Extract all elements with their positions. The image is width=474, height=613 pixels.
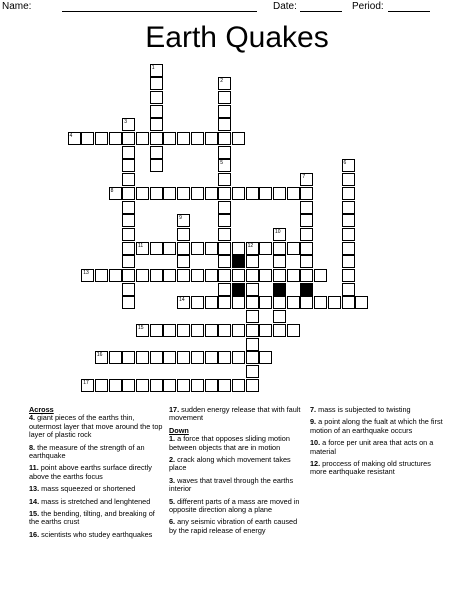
grid-cell[interactable] — [205, 351, 218, 364]
clue-item — [310, 439, 446, 456]
clue-text: crack along which movement takes place — [169, 455, 291, 473]
grid-cell[interactable] — [246, 379, 259, 392]
grid-cell[interactable] — [177, 269, 190, 282]
clue-item — [169, 518, 305, 535]
grid-cell[interactable] — [81, 269, 94, 282]
grid-cell[interactable] — [300, 269, 313, 282]
clue-text: a force per unit area that acts on a material — [310, 438, 434, 456]
clue-number: 10. — [310, 438, 321, 448]
grid-cell[interactable] — [136, 351, 149, 364]
grid-cell[interactable] — [205, 269, 218, 282]
grid-cell[interactable] — [163, 187, 176, 200]
clues-column-1 — [29, 406, 165, 543]
clue-text: different parts of a mass are moved in opposite direction along a plane — [169, 496, 300, 515]
grid-cell[interactable] — [355, 296, 368, 309]
clue-number-label: 6 — [343, 160, 347, 167]
clue-text: proccess of making old structures more earthquake resistant — [310, 459, 431, 477]
clues-column-3 — [310, 406, 446, 481]
grid-cell[interactable] — [218, 269, 231, 282]
clue-number-label: 9 — [179, 215, 182, 222]
grid-cell[interactable] — [205, 187, 218, 200]
grid-cell[interactable] — [246, 296, 259, 309]
grid-cell[interactable] — [232, 296, 245, 309]
clue-number-label: 11 — [138, 242, 144, 249]
clue-number: 5. — [169, 496, 176, 506]
grid-cell[interactable] — [232, 187, 245, 200]
grid-cell[interactable] — [259, 269, 272, 282]
grid-cell[interactable] — [191, 187, 204, 200]
grid-cell[interactable] — [259, 187, 272, 200]
grid-cell[interactable] — [150, 105, 163, 118]
grid-cell[interactable] — [328, 296, 341, 309]
grid-cell[interactable] — [122, 228, 135, 241]
grid-cell[interactable] — [136, 187, 149, 200]
grid-cell[interactable] — [218, 242, 231, 255]
clue-number: 14. — [29, 496, 40, 506]
grid-cell[interactable] — [150, 351, 163, 364]
grid-cell[interactable] — [136, 379, 149, 392]
clue-item — [169, 498, 305, 515]
grid-cell[interactable] — [122, 255, 135, 268]
clue-number: 11. — [29, 463, 39, 473]
grid-cell[interactable] — [136, 324, 149, 337]
grid-cell[interactable] — [122, 187, 135, 200]
clue-number-label: 17 — [83, 379, 89, 386]
clue-text: giant pieces of the earths thin, outermost layer that move around the top layer of plastic rock — [29, 413, 163, 440]
grid-cell[interactable] — [246, 338, 259, 351]
grid-cell[interactable] — [300, 173, 313, 186]
grid-cell[interactable] — [246, 283, 259, 296]
grid-cell[interactable] — [300, 228, 313, 241]
clue-item — [29, 444, 165, 461]
down-heading: Down — [169, 425, 189, 435]
grid-cell[interactable] — [246, 242, 259, 255]
grid-cell[interactable] — [122, 146, 135, 159]
grid-cell[interactable] — [163, 242, 176, 255]
grid-cell[interactable] — [287, 242, 300, 255]
grid-cell[interactable] — [287, 324, 300, 337]
grid-cell[interactable] — [205, 324, 218, 337]
grid-cell[interactable] — [122, 379, 135, 392]
clues-column-2 — [169, 406, 305, 539]
grid-cell[interactable] — [342, 255, 355, 268]
grid-cell[interactable] — [122, 159, 135, 172]
grid-cell[interactable] — [163, 269, 176, 282]
clue-item — [29, 485, 165, 493]
clue-number: 8. — [29, 442, 36, 452]
clue-text: sudden energy release that with fault movement — [169, 405, 301, 423]
clue-number: 4. — [29, 413, 36, 423]
grid-cell[interactable] — [150, 324, 163, 337]
clue-number: 9. — [310, 417, 317, 427]
grid-cell[interactable] — [259, 324, 272, 337]
grid-cell[interactable] — [122, 173, 135, 186]
clue-text: any seismic vibration of earth caused by the rapid release of energy — [169, 517, 298, 535]
grid-cell[interactable] — [232, 379, 245, 392]
grid-cell[interactable] — [150, 379, 163, 392]
grid-cell[interactable] — [177, 242, 190, 255]
clue-item — [29, 531, 165, 539]
grid-cell[interactable] — [300, 187, 313, 200]
clue-text: mass squeezed or shortened — [39, 484, 136, 494]
black-square — [300, 283, 313, 296]
grid-cell[interactable] — [191, 296, 204, 309]
clue-number-label: 14 — [179, 297, 185, 304]
grid-cell[interactable] — [150, 187, 163, 200]
grid-cell[interactable] — [246, 365, 259, 378]
grid-cell[interactable] — [218, 146, 231, 159]
grid-cell[interactable] — [342, 187, 355, 200]
clue-text: a point along the fualt at which the first motion of an earthquake occurs — [310, 417, 443, 435]
grid-cell[interactable] — [150, 118, 163, 131]
grid-cell[interactable] — [232, 269, 245, 282]
clue-number-label: 3 — [124, 119, 128, 126]
grid-cell[interactable] — [177, 324, 190, 337]
grid-cell[interactable] — [163, 132, 176, 145]
grid-cell[interactable] — [218, 77, 231, 90]
grid-cell[interactable] — [218, 187, 231, 200]
clue-number: 15. — [29, 509, 40, 519]
clue-item — [29, 464, 165, 481]
grid-cell[interactable] — [218, 324, 231, 337]
grid-cell[interactable] — [191, 269, 204, 282]
grid-cell[interactable] — [300, 296, 313, 309]
grid-cell[interactable] — [191, 132, 204, 145]
grid-cell[interactable] — [109, 379, 122, 392]
grid-cell[interactable] — [218, 214, 231, 227]
name-label: Name: — [2, 1, 32, 12]
grid-cell[interactable] — [218, 132, 231, 145]
clue-item — [169, 456, 305, 473]
grid-cell[interactable] — [150, 159, 163, 172]
grid-cell[interactable] — [273, 310, 286, 323]
grid-cell[interactable] — [177, 228, 190, 241]
grid-cell[interactable] — [150, 77, 163, 90]
clue-number: 13. — [29, 484, 40, 494]
grid-cell[interactable] — [177, 214, 190, 227]
grid-cell[interactable] — [246, 255, 259, 268]
grid-cell[interactable] — [191, 324, 204, 337]
grid-cell[interactable] — [342, 159, 355, 172]
grid-cell[interactable] — [136, 242, 149, 255]
grid-cell[interactable] — [273, 242, 286, 255]
grid-cell[interactable] — [191, 379, 204, 392]
grid-cell[interactable] — [95, 269, 108, 282]
grid-cell[interactable] — [232, 351, 245, 364]
clue-number: 7. — [310, 405, 317, 414]
grid-cell[interactable] — [342, 228, 355, 241]
grid-cell[interactable] — [314, 296, 327, 309]
grid-cell[interactable] — [287, 269, 300, 282]
grid-cell[interactable] — [246, 351, 259, 364]
grid-cell[interactable] — [205, 242, 218, 255]
grid-cell[interactable] — [122, 242, 135, 255]
grid-cell[interactable] — [342, 214, 355, 227]
clue-item — [310, 460, 446, 477]
grid-cell[interactable] — [122, 201, 135, 214]
grid-cell[interactable] — [95, 132, 108, 145]
grid-cell[interactable] — [273, 255, 286, 268]
grid-cell[interactable] — [95, 379, 108, 392]
grid-cell[interactable] — [122, 269, 135, 282]
clue-number: 1. — [169, 434, 176, 444]
grid-cell[interactable] — [163, 324, 176, 337]
grid-cell[interactable] — [300, 242, 313, 255]
grid-cell[interactable] — [218, 118, 231, 131]
clue-number-label: 1 — [151, 64, 155, 71]
grid-cell[interactable] — [122, 296, 135, 309]
grid-cell[interactable] — [150, 64, 163, 77]
black-square — [273, 283, 286, 296]
grid-cell[interactable] — [150, 91, 163, 104]
grid-cell[interactable] — [287, 296, 300, 309]
grid-cell[interactable] — [218, 201, 231, 214]
clue-number-label: 4 — [69, 133, 73, 139]
clue-text: waves that travel through the earths interior — [169, 475, 294, 494]
grid-cell[interactable] — [150, 132, 163, 145]
grid-cell[interactable] — [177, 351, 190, 364]
clue-number: 12. — [310, 459, 321, 469]
grid-cell[interactable] — [122, 283, 135, 296]
grid-cell[interactable] — [177, 187, 190, 200]
grid-cell[interactable] — [205, 296, 218, 309]
clue-number-label: 7 — [302, 174, 306, 181]
grid-cell[interactable] — [246, 187, 259, 200]
grid-cell[interactable] — [122, 132, 135, 145]
grid-cell[interactable] — [136, 132, 149, 145]
grid-cell[interactable] — [287, 187, 300, 200]
grid-cell[interactable] — [259, 296, 272, 309]
grid-cell[interactable] — [122, 118, 135, 131]
clue-number-label: 5 — [220, 160, 223, 167]
grid-cell[interactable] — [246, 324, 259, 337]
clue-number: 6. — [169, 517, 176, 527]
grid-cell[interactable] — [81, 132, 94, 145]
grid-cell[interactable] — [300, 214, 313, 227]
grid-cell[interactable] — [218, 105, 231, 118]
grid-cell[interactable] — [273, 187, 286, 200]
clue-text: scientists who studey earthquakes — [39, 529, 153, 539]
grid-cell[interactable] — [177, 132, 190, 145]
grid-cell[interactable] — [342, 201, 355, 214]
grid-cell[interactable] — [68, 132, 81, 145]
clue-item — [29, 414, 165, 439]
grid-cell[interactable] — [259, 351, 272, 364]
page-title: Earth Quakes — [145, 21, 329, 54]
grid-cell[interactable] — [205, 132, 218, 145]
clue-text: mass is subjected to twisting — [316, 405, 411, 414]
grid-cell[interactable] — [342, 269, 355, 282]
grid-cell[interactable] — [273, 228, 286, 241]
grid-cell[interactable] — [342, 283, 355, 296]
grid-cell[interactable] — [342, 296, 355, 309]
clue-item — [169, 477, 305, 494]
grid-cell[interactable] — [218, 91, 231, 104]
grid-cell[interactable] — [191, 242, 204, 255]
grid-cell[interactable] — [122, 351, 135, 364]
black-square — [232, 283, 245, 296]
grid-cell[interactable] — [246, 310, 259, 323]
clue-number: 3. — [169, 475, 176, 485]
grid-cell[interactable] — [300, 201, 313, 214]
grid-cell[interactable] — [273, 324, 286, 337]
grid-cell[interactable] — [232, 242, 245, 255]
clue-item — [169, 406, 305, 423]
grid-cell[interactable] — [150, 269, 163, 282]
clue-number-label: 12 — [247, 242, 254, 249]
grid-cell[interactable] — [342, 242, 355, 255]
across-heading: Across — [29, 405, 54, 414]
grid-cell[interactable] — [191, 351, 204, 364]
grid-cell[interactable] — [314, 269, 327, 282]
grid-cell[interactable] — [218, 379, 231, 392]
grid-cell[interactable] — [177, 296, 190, 309]
clue-number: 16. — [29, 529, 40, 539]
clue-item — [310, 418, 446, 435]
grid-cell[interactable] — [218, 351, 231, 364]
clue-item — [310, 406, 446, 414]
clue-item — [169, 435, 305, 452]
date-label: Date: — [273, 1, 297, 12]
grid-cell[interactable] — [342, 173, 355, 186]
clue-number-label: 13 — [83, 270, 89, 276]
clue-text: point above earths surface directly above the earths focus — [29, 463, 152, 481]
grid-cell[interactable] — [218, 228, 231, 241]
black-square — [232, 255, 245, 268]
grid-cell[interactable] — [136, 269, 149, 282]
grid-cell[interactable] — [232, 132, 245, 145]
grid-cell[interactable] — [218, 173, 231, 186]
grid-cell[interactable] — [109, 132, 122, 145]
grid-cell[interactable] — [150, 146, 163, 159]
grid-cell[interactable] — [163, 351, 176, 364]
grid-cell[interactable] — [273, 269, 286, 282]
grid-cell[interactable] — [205, 379, 218, 392]
clue-text: the bending, tilting, and breaking of the earths crust — [29, 509, 155, 527]
clue-number-label: 15 — [138, 324, 144, 331]
grid-cell[interactable] — [109, 187, 122, 200]
clue-number-label: 2 — [220, 78, 223, 85]
clue-text: the measure of the strength of an earthquake — [29, 442, 145, 461]
clue-item — [29, 510, 165, 527]
grid-cell[interactable] — [300, 255, 313, 268]
grid-cell[interactable] — [177, 379, 190, 392]
grid-cell[interactable] — [273, 296, 286, 309]
grid-cell[interactable] — [122, 214, 135, 227]
grid-cell[interactable] — [109, 351, 122, 364]
clue-number-label: 16 — [96, 352, 103, 359]
clue-text: a force that opposes sliding motion between objects that are in motion — [169, 434, 290, 452]
grid-cell[interactable] — [246, 269, 259, 282]
grid-cell[interactable] — [95, 351, 108, 364]
clue-number-label: 8 — [110, 187, 114, 194]
grid-cell[interactable] — [218, 255, 231, 268]
grid-cell[interactable] — [109, 269, 122, 282]
grid-cell[interactable] — [163, 379, 176, 392]
grid-cell[interactable] — [232, 324, 245, 337]
grid-cell[interactable] — [150, 242, 163, 255]
grid-cell[interactable] — [218, 296, 231, 309]
grid-cell[interactable] — [259, 242, 272, 255]
grid-cell[interactable] — [218, 283, 231, 296]
grid-cell[interactable] — [218, 159, 231, 172]
clue-number: 2. — [169, 455, 176, 465]
clue-number: 17. — [169, 405, 180, 414]
period-label: Period: — [352, 1, 384, 12]
grid-cell[interactable] — [81, 379, 94, 392]
grid-cell[interactable] — [177, 255, 190, 268]
clue-item — [29, 498, 165, 506]
clue-number-label: 10 — [275, 228, 281, 235]
clue-text: mass is stretched and lenghtened — [39, 496, 151, 506]
